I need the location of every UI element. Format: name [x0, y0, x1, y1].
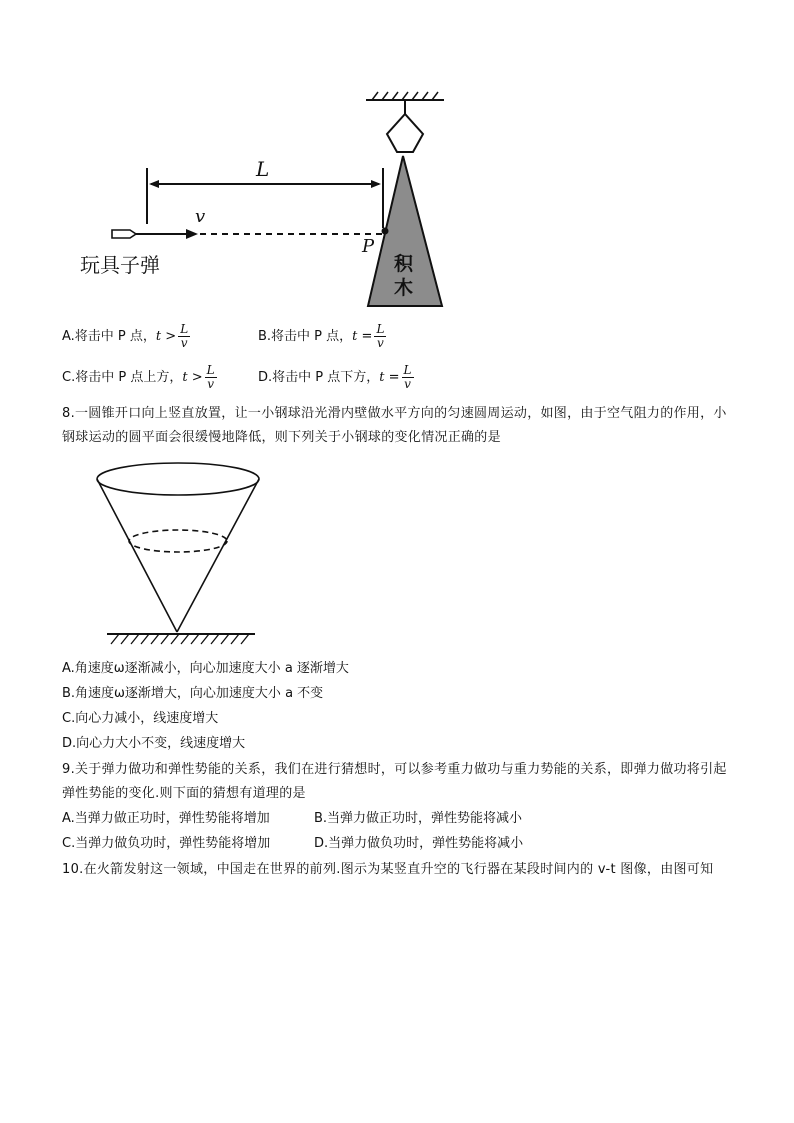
fraction: $\frac{L}{v}$: [403, 363, 412, 391]
q7-option-d: D.将击中 P 点下方，t = $\frac{L}{v}$: [258, 363, 412, 391]
q10-stem: 10.在火箭发射这一领域，中国走在世界的前列.图示为某竖直升空的飞行器在某段时间内的 v-t 图像，由图可知: [62, 862, 714, 877]
length-label: L: [256, 157, 270, 181]
q9-option-c: C.当弹力做负功时，弹性势能将增加: [62, 836, 271, 851]
q9-option-d: D.当弹力做负功时，弹性势能将减小: [314, 836, 524, 851]
fraction: $\frac{L}{v}$: [206, 363, 215, 391]
cone-figure: [95, 458, 270, 648]
point-p-label: P: [362, 236, 375, 257]
q7-option-c-text: C.将击中 P 点上方，: [62, 370, 183, 385]
fraction: $\frac{L}{v}$: [376, 322, 385, 350]
q8-option-d: D.向心力大小不变，线速度增大: [62, 736, 246, 751]
q9-stem: 9.关于弹力做功和弹性势能的关系，我们在进行猜想时，可以参考重力做功与重力势能的关系，即弹力做功将引起弹性势能的变化.则下面的猜想有道理的是: [62, 762, 727, 801]
q9-option-b: B.当弹力做正功时，弹性势能将减小: [314, 811, 523, 826]
q7-option-a-text: A.将击中 P 点，: [62, 329, 156, 344]
bullet-label: 玩具子弹: [80, 253, 160, 277]
q8-option-b: B.角速度ω逐渐增大，向心加速度大小 a 不变: [62, 686, 324, 701]
fraction: $\frac{L}{v}$: [180, 322, 189, 350]
bullet-block-figure: [60, 88, 460, 313]
q8-option-a: A.角速度ω逐渐减小，向心加速度大小 a 逐渐增大: [62, 661, 349, 676]
q8-option-c: C.向心力减小，线速度增大: [62, 711, 219, 726]
block-label-2: 木: [394, 277, 414, 299]
q7-option-c: C.将击中 P 点上方，t > $\frac{L}{v}$: [62, 363, 215, 391]
q7-option-b: B.将击中 P 点，t = $\frac{L}{v}$: [258, 322, 385, 350]
q9-option-a: A.当弹力做正功时，弹性势能将增加: [62, 811, 270, 826]
q7-option-d-text: D.将击中 P 点下方，: [258, 370, 380, 385]
q8-stem: 8.一圆锥开口向上竖直放置，让一小钢球沿光滑内壁做水平方向的匀速圆周运动，如图，由于空气阻力的作用，小钢球运动的圆平面会很缓慢地降低，则下列关于小钢球的变化情况正确的是: [62, 406, 727, 445]
toy-bullet: [112, 230, 136, 238]
block-label-1: 积: [394, 253, 414, 275]
q7-option-b-text: B.将击中 P 点，: [258, 329, 353, 344]
q7-option-a: A.将击中 P 点，t > $\frac{L}{v}$: [62, 322, 189, 350]
velocity-label: v: [195, 206, 206, 227]
